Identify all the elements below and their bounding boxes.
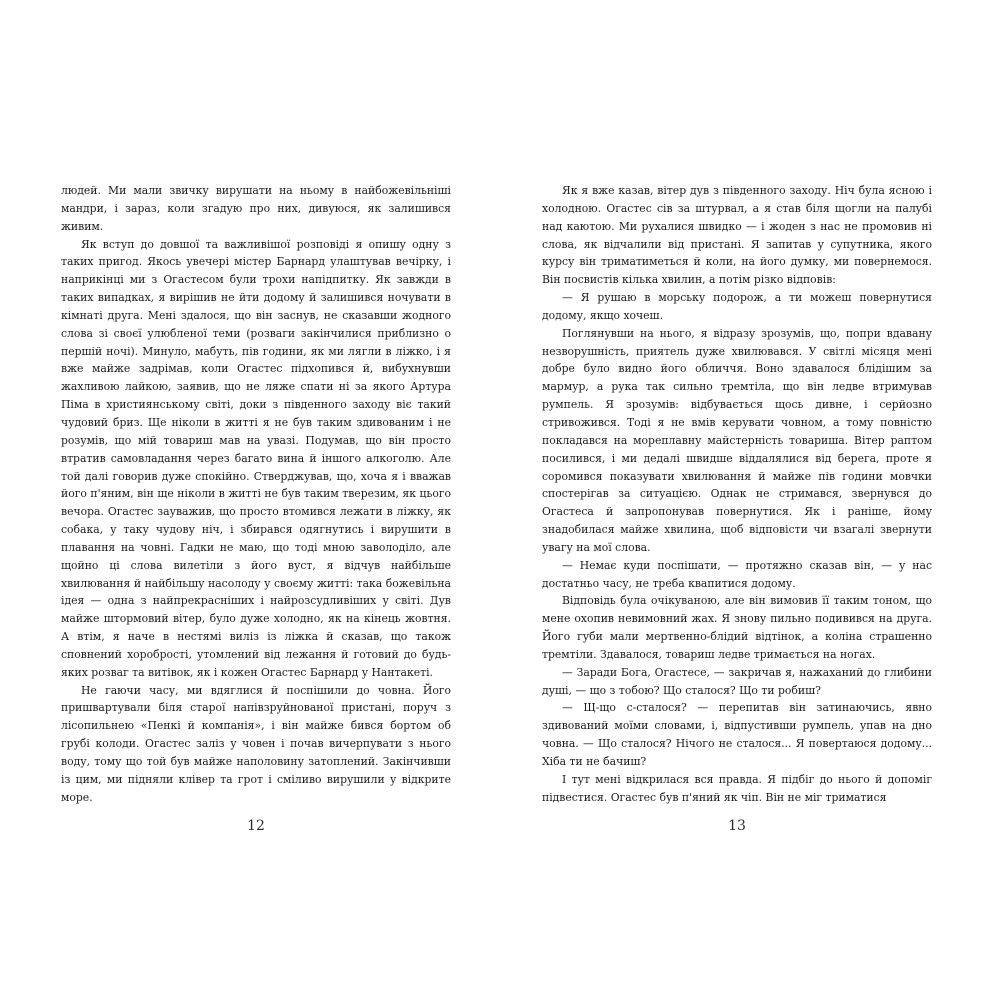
body-paragraph: Як я вже казав, вітер дув з південного заходу. Ніч була ясною і холодною. Огастес сів за штурвал, а я став біля щогли на палубі над каютою. Ми рухалися швидко — і жоден з нас не промовив ні слова, як відчалили від пристані. Я запитав у супутника, якого курсу він триматиметься й коли, на його думку, ми повернемося. Він посвистів кілька хвилин, а потім різко відповів:: [542, 184, 932, 287]
body-paragraph: Поглянувши на нього, я відразу зрозумів, що, попри вдавану незворушність, приятель дуже хвилювався. У світлі місяця мені добре було видно його обличчя. Воно здавалося блідішим за мармур, а рука так сильно тремтіла, що він ледве втримував румпель. Я зрозумів: відбувається щось дивне, і серйозно стривожився. Тоді я не вмів керувати човном, а тому повністю покладався на мореплавну майстерність товариша. Вітер раптом посилився, і ми дедалі швидше віддалялися від берега, проте я соромився показувати хвилювання й майже пів години мовчки спостерігав за ситуацією. Однак не стримався, звернувся до Огастеса й запропонував повернутися. Як і раніше, йому знадобилася майже хвилина, щоб відповісти чи взагалі звернути увагу на мої слова.: [542, 326, 932, 554]
body-paragraph: Відповідь була очікуваною, але він вимовив її таким тоном, що мене охопив невимовний жах. Я знову пильно подивився на друга. Його губи мали мертвенно-блідий відтінок, а коліна страшенно тремтіли. Здавалося, товариш ледве тримається на ногах.: [542, 594, 932, 661]
right-page: [542, 182, 932, 807]
dialogue-paragraph: — Щ-що с-сталося? — перепитав він затинаючись, явно здивований моїми словами, і, відпустивши румпель, упав на дно човна. — Що сталося? Нічого не сталося... Я повертаюся додому... Хіба ти не бачиш?: [542, 701, 932, 768]
page-number-left: 12: [247, 818, 265, 834]
body-paragraph: Як вступ до довшої та важливішої розповіді я опишу одну з таких пригод. Якось увечері містер Барнард улаштував вечірку, і наприкінці ми з Огастесом були трохи напідпитку. Як завжди в таких випадках, я вирішив не йти додому й залишився ночувати в кімнаті друга. Мені здалося, що він заснув, не сказавши жодного слова зі своєї улюбленої теми (розваги закінчилися приблизно о першій ночі). Минуло, мабуть, пів години, як ми лягли в ліжко, і я вже майже задрімав, коли Огастес підхопився й, вибухнувши жахливою лайкою, заявив, що не ляже спати ні за якого Артура Піма в християнському світі, доки з південного заходу віє такий чудовий бриз. Ще ніколи в житті я не був таким здивованим і не розумів, що мій товариш мав на увазі. Подумав, що він просто втратив самовладання через багато вина й іншого алкоголю. Але той далі говорив дуже спокійно. Стверджував, що, хоча я і вважав його п'яним, він ще ніколи в житті не був таким тверезим, як цього вечора. Огастес зауважив, що просто втомився лежати в ліжку, як собака, у таку чудову ніч, і збирався одягнутись і вирушити в плавання на човні. Гадки не маю, що тоді мною заволоділо, але щойно ці слова вилетіли з його вуст, я відчув найбільше хвилювання й найбільшу насолоду у своєму житті: така божевільна ідея — одна з найпрекрасніших і найрозсудливіших у світі. Дув майже штормовий вітер, було дуже холодно, як на кінець жовтня. А втім, я наче в нестямі виліз із ліжка й сказав, що також сповнений хоробрості, утомлений від лежання й готовий до будь-яких розваг та витівок, як і кожен Огастес Барнард у Нантакеті.: [61, 237, 451, 679]
body-paragraph: І тут мені відкрилася вся правда. Я підбіг до нього й допоміг підвестися. Огастес був п'яний як чіп. Він не міг триматися: [542, 772, 932, 804]
dialogue-paragraph: — Заради Бога, Огастесе, — закричав я, нажаханий до глибини душі, — що з тобою? Що сталося? Що ти робиш?: [542, 665, 932, 697]
body-paragraph: людей. Ми мали звичку вирушати на ньому в найбожевільніші мандри, і зараз, коли згадую про них, дивуюся, як залишився живим.: [61, 184, 451, 233]
page-number-right: 13: [728, 818, 746, 834]
body-paragraph: Не гаючи часу, ми вдяглися й поспішили до човна. Його пришвартували біля старої напівзруйнованої пристані, поруч з лісопильнею «Пенкі й компанія», і він майже бився бортом об грубі колоди. Огастес заліз у човен і почав вичерпувати з нього воду, тому що той був майже наполовину затоплений. Закінчивши із цим, ми підняли клівер та грот і сміливо вирушили у відкрите море.: [61, 683, 451, 804]
dialogue-paragraph: — Я рушаю в морську подорож, а ти можеш повернутися додому, якщо хочеш.: [542, 291, 932, 322]
dialogue-paragraph: — Немає куди поспішати, — протяжно сказав він, — у нас достатньо часу, не треба квапитися додому.: [542, 558, 932, 590]
left-page: [61, 182, 451, 807]
